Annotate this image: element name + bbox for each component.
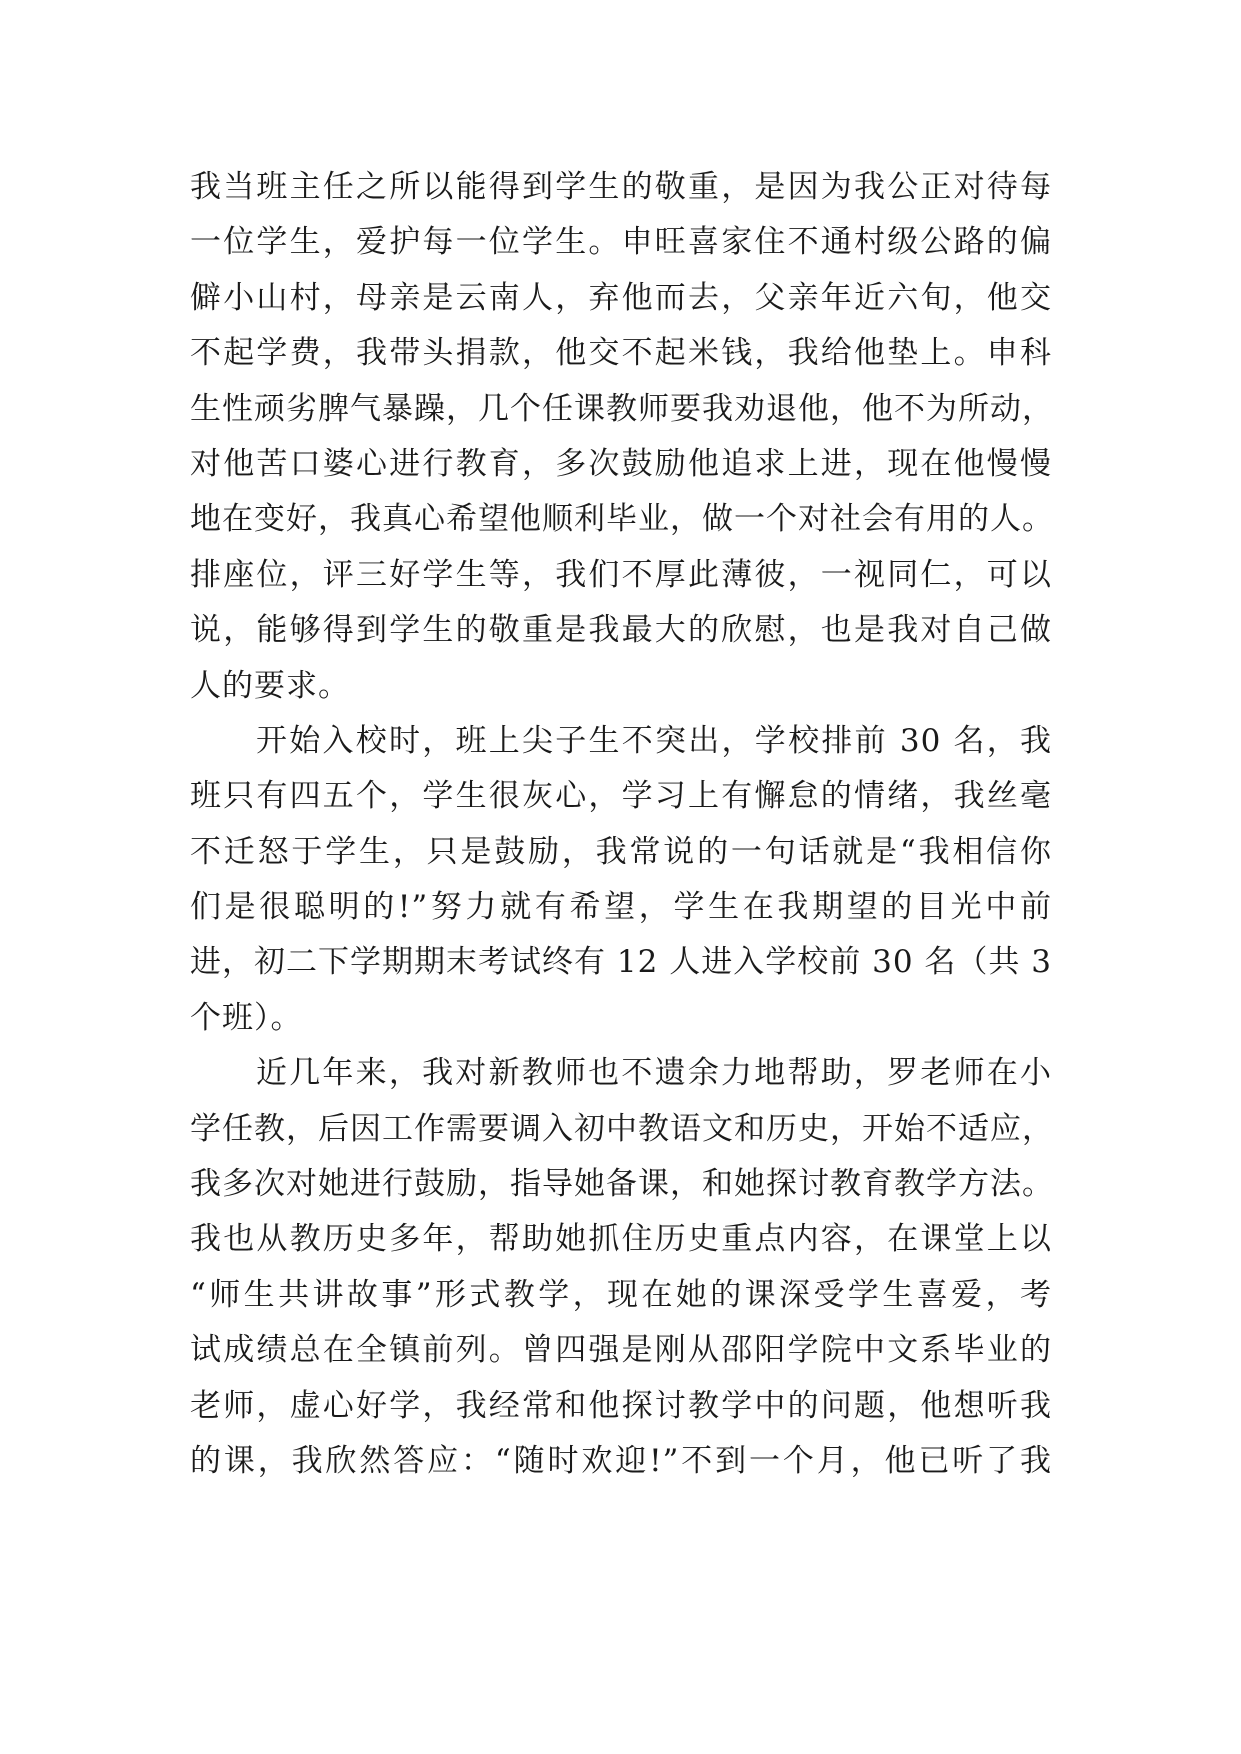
- text-line: 进，初二下学期期末考试终有 12 人进入学校前 30 名（共 3: [190, 944, 1052, 981]
- text-line: 人的要求。: [190, 667, 350, 704]
- text-line: 排座位，评三好学生等，我们不厚此薄彼，一视同仁，可以: [190, 556, 1052, 593]
- text-line: 近几年来，我对新教师也不遗余力地帮助，罗老师在小: [256, 1055, 1052, 1092]
- text-line: 生性顽劣脾气暴躁，几个任课教师要我劝退他，他不为所动，: [190, 390, 1054, 427]
- text-line: 我多次对她进行鼓励，指导她备课，和她探讨教育教学方法。: [190, 1166, 1054, 1203]
- text-line: 班只有四五个，学生很灰心，学习上有懈怠的情绪，我丝毫: [190, 778, 1052, 815]
- paragraph: [190, 714, 1052, 1046]
- text-line: 们是很聪明的!”努力就有希望，学生在我期望的目光中前: [190, 889, 1052, 926]
- text-line: 的课，我欣然答应：“随时欢迎!”不到一个月，他已听了我: [190, 1442, 1052, 1479]
- body-text: [190, 160, 1052, 1489]
- text-line: 我当班主任之所以能得到学生的敬重，是因为我公正对待每: [190, 169, 1052, 205]
- text-line: 对他苦口婆心进行教育，多次鼓励他追求上进，现在他慢慢: [190, 445, 1052, 482]
- text-line: “师生共讲故事”形式教学，现在她的课深受学生喜爱，考: [190, 1276, 1052, 1313]
- text-line: 老师，虚心好学，我经常和他探讨教学中的问题，他想听我: [190, 1387, 1052, 1424]
- text-line: 一位学生，爱护每一位学生。申旺喜家住不通村级公路的偏: [190, 224, 1052, 261]
- paragraph: [190, 1046, 1052, 1489]
- text-line: 说，能够得到学生的敬重是我最大的欣慰，也是我对自己做: [190, 612, 1052, 649]
- text-line: 个班）。: [190, 999, 303, 1036]
- text-line: 不起学费，我带头捐款，他交不起米钱，我给他垫上。申科: [190, 335, 1052, 372]
- text-line: 我也从教历史多年，帮助她抓住历史重点内容，在课堂上以: [190, 1221, 1052, 1258]
- text-line: 开始入校时，班上尖子生不突出，学校排前 30 名，我: [256, 722, 1052, 759]
- text-line: 学任教，后因工作需要调入初中教语文和历史，开始不适应，: [190, 1110, 1054, 1147]
- paragraph: [190, 160, 1052, 714]
- text-line: 地在变好，我真心希望他顺利毕业，做一个对社会有用的人。: [190, 501, 1054, 538]
- text-line: 僻小山村，母亲是云南人，弃他而去，父亲年近六旬，他交: [190, 279, 1052, 316]
- text-line: 不迁怒于学生，只是鼓励，我常说的一句话就是“我相信你: [190, 833, 1052, 870]
- text-line: 试成绩总在全镇前列。曾四强是刚从邵阳学院中文系毕业的: [190, 1332, 1052, 1369]
